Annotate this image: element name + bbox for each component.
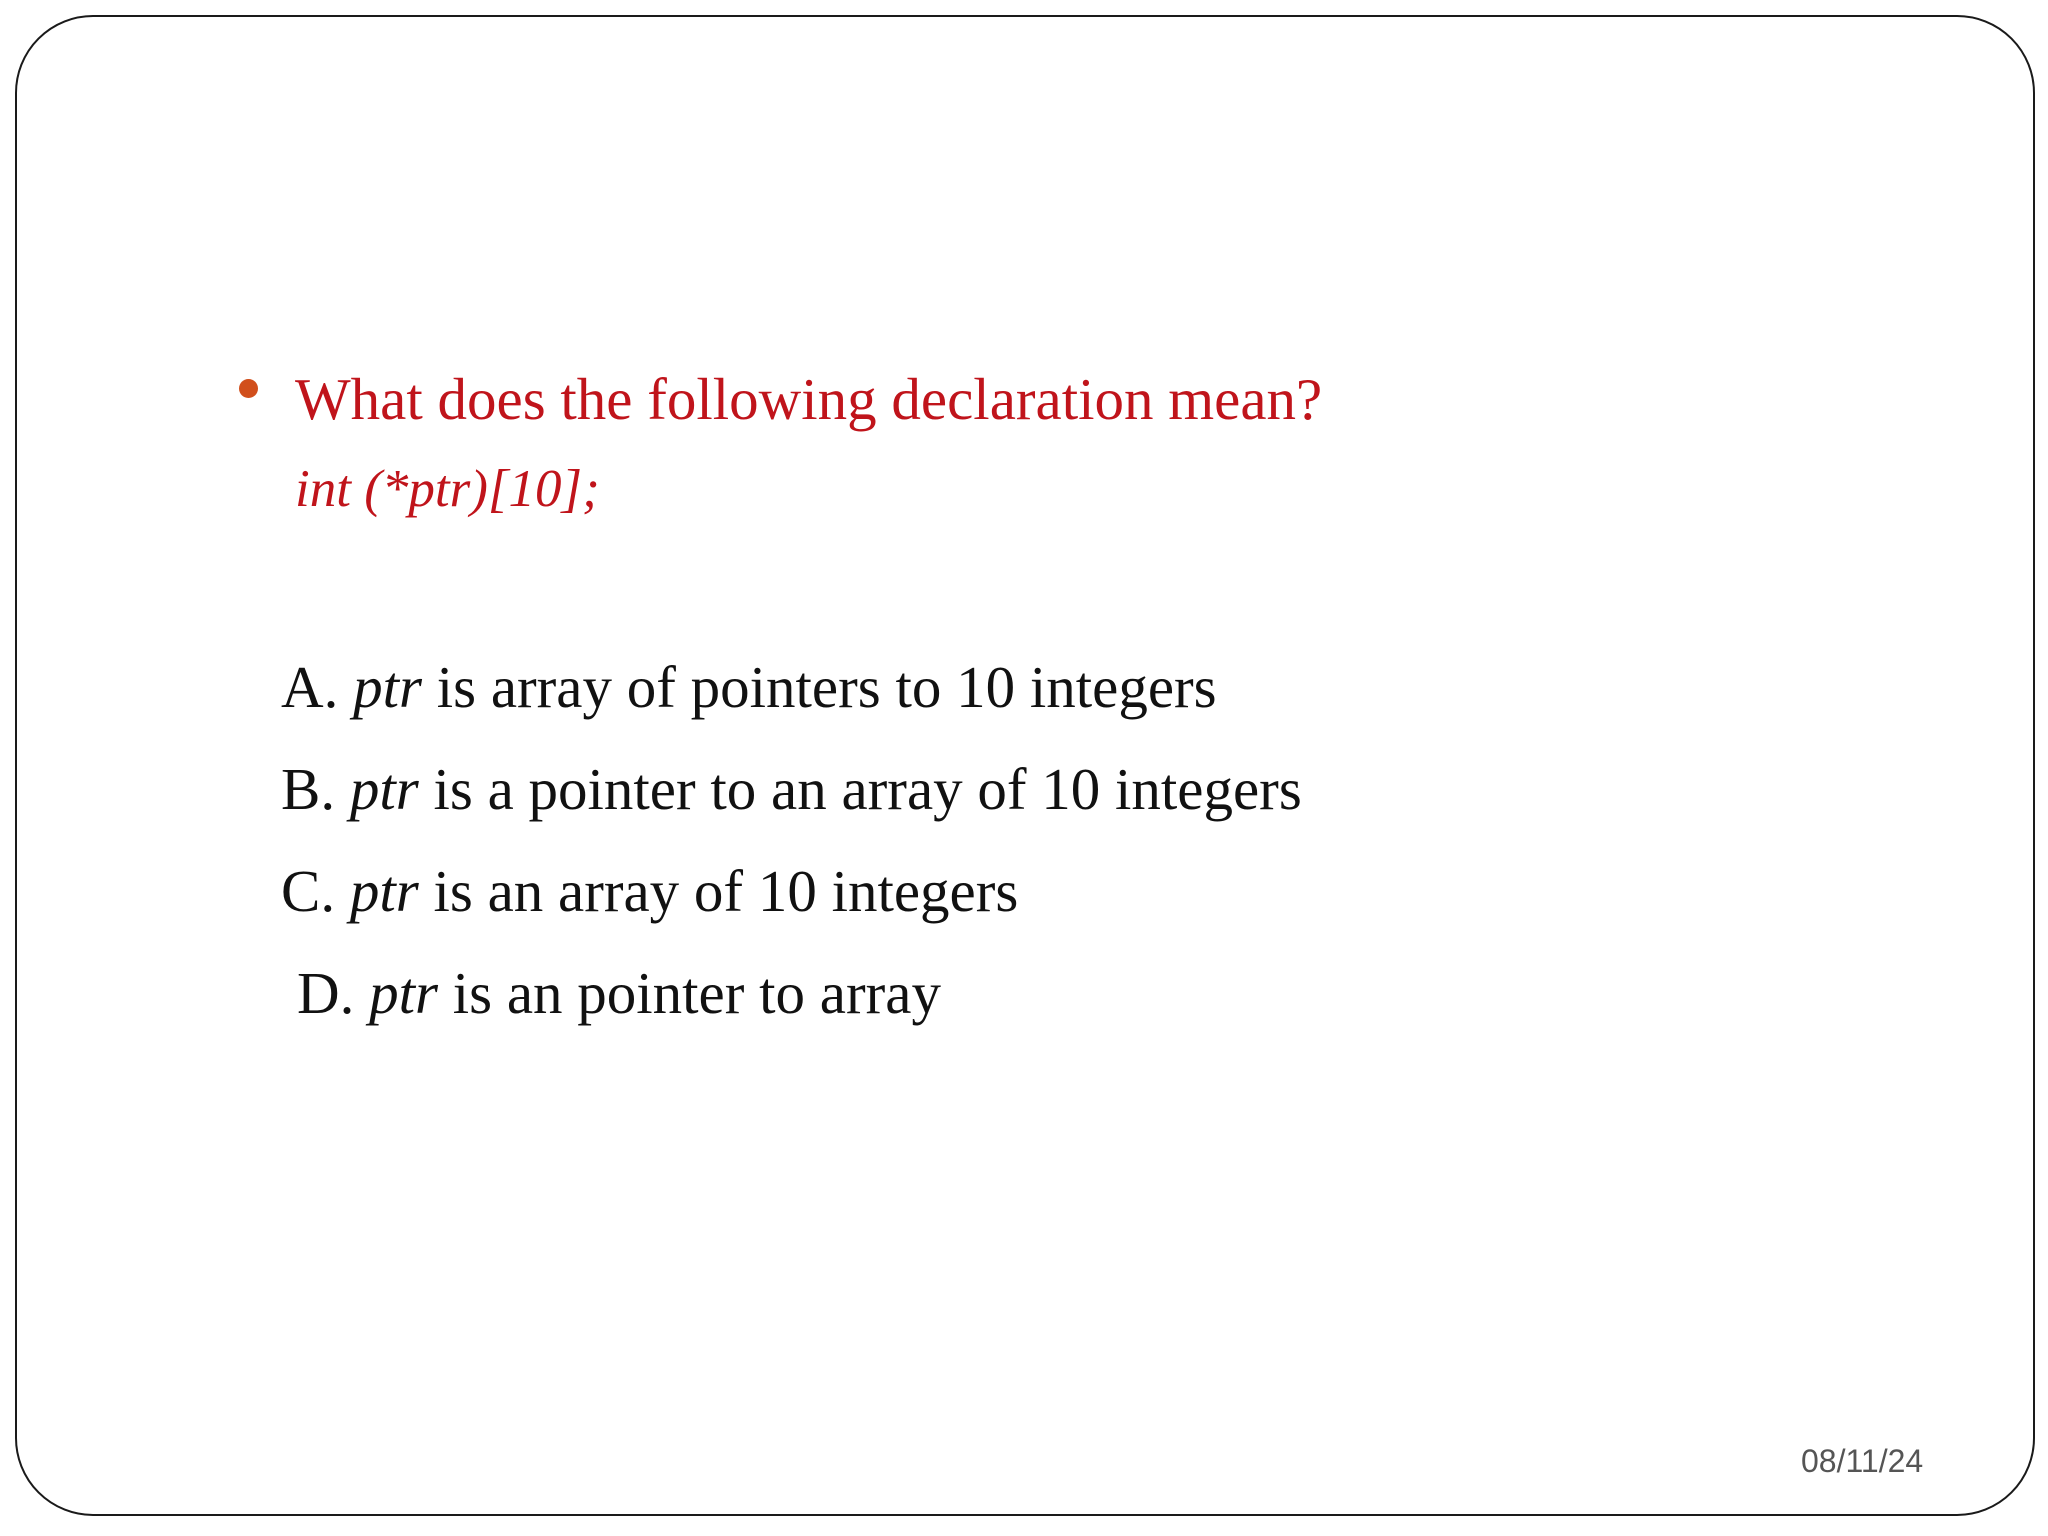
question-text: What does the following declaration mean? [295, 366, 1323, 432]
option-label: A. [281, 654, 339, 720]
option-label: C. [281, 858, 336, 924]
option-a [281, 647, 1217, 727]
code-declaration: int (*ptr)[10]; [295, 460, 600, 518]
option-text: is array of pointers to 10 integers [436, 654, 1217, 720]
slide-date: 08/11/24 [1801, 1443, 1924, 1479]
option-variable: ptr [349, 858, 419, 924]
option-variable: ptr [369, 960, 438, 1026]
option-variable: ptr [349, 756, 419, 822]
option-d [297, 953, 941, 1033]
option-text: is a pointer to an array of 10 integers [433, 756, 1302, 822]
option-text: is an pointer to array [452, 960, 941, 1026]
option-label: B. [281, 756, 336, 822]
option-b [281, 749, 1302, 829]
option-text: is an array of 10 integers [433, 858, 1019, 924]
slide-frame [15, 15, 2035, 1516]
option-variable: ptr [353, 654, 422, 720]
option-c [281, 851, 1018, 931]
bullet-dot-icon [239, 379, 258, 398]
option-label: D. [297, 960, 355, 1026]
